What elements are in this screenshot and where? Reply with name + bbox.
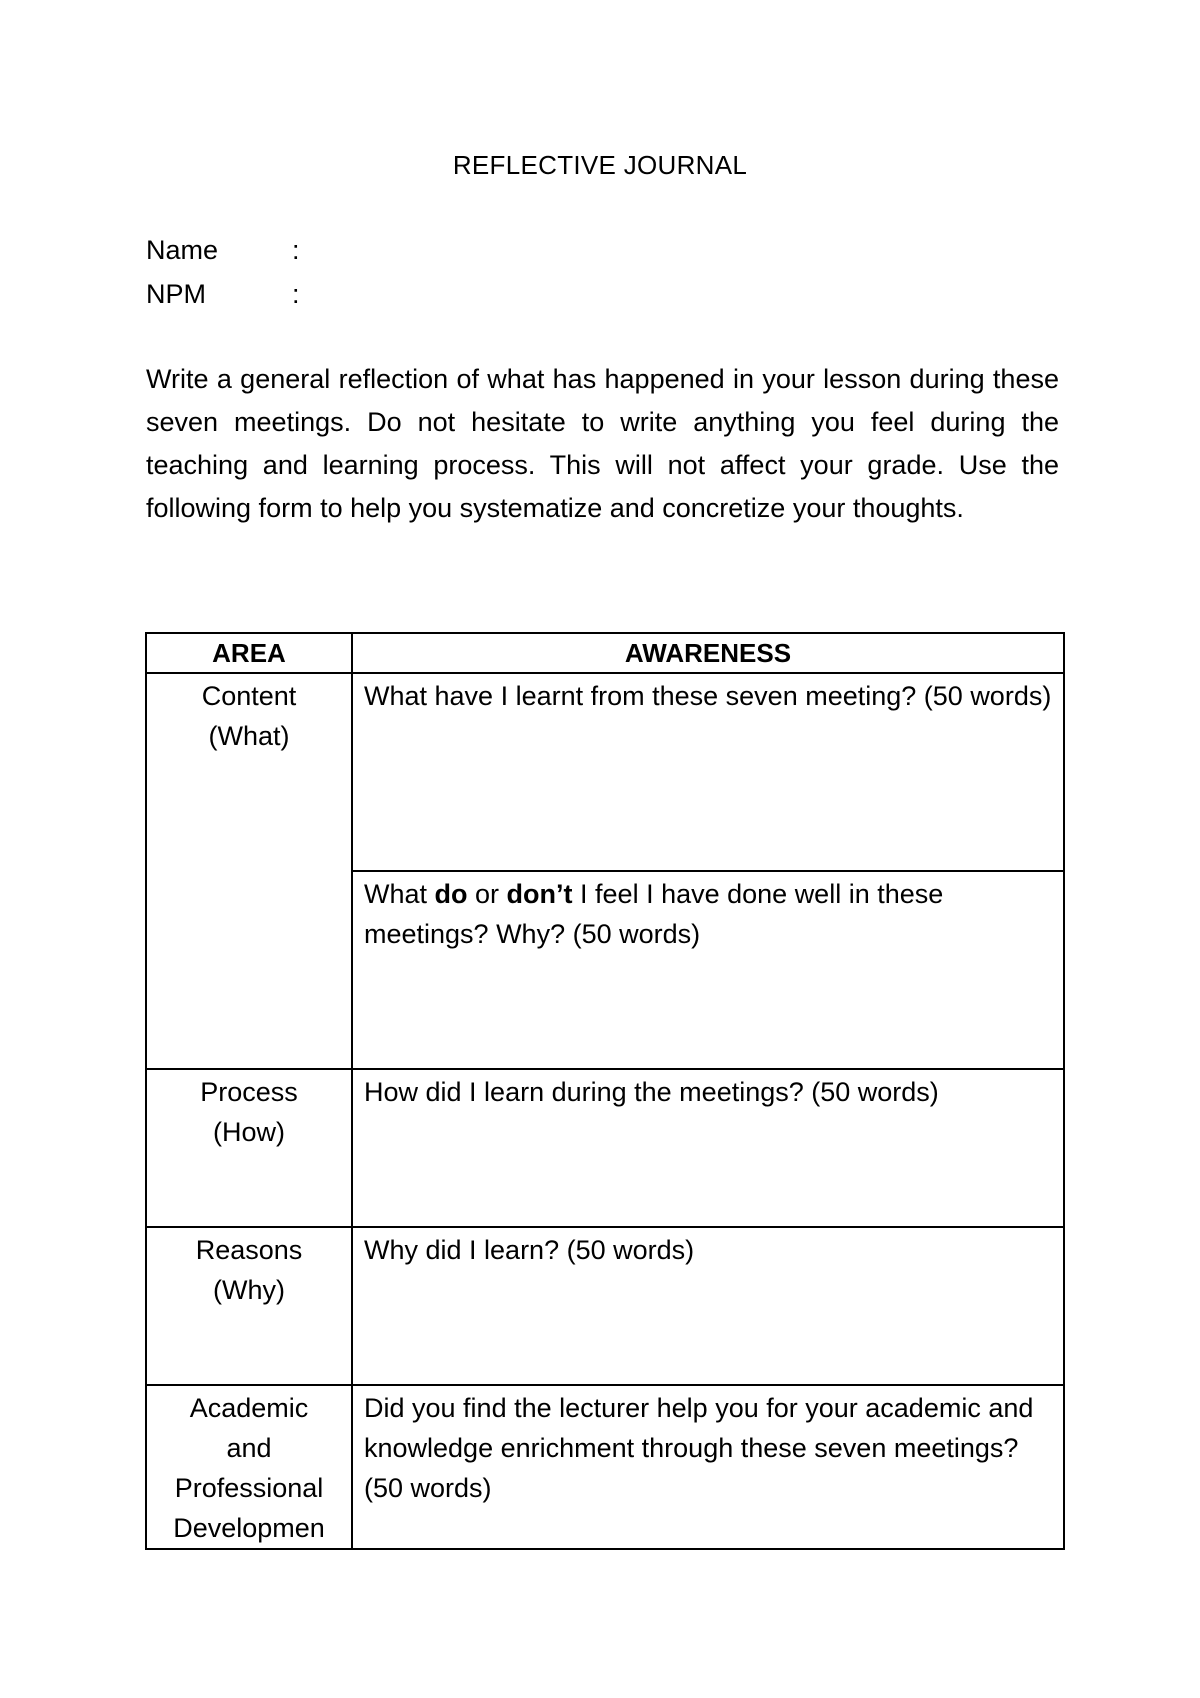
area-cell-reasons <box>146 1227 352 1385</box>
question-text: Why did I learn? (50 words) <box>364 1235 695 1265</box>
table-row-content-what <box>146 673 1064 871</box>
area-label-line: (Why) <box>213 1275 285 1305</box>
question-text-part: I feel I have done well in these meetings? Why? (50 words) <box>364 879 944 949</box>
table-header-row <box>146 633 1064 673</box>
document-title: REFLECTIVE JOURNAL <box>452 150 748 180</box>
name-label: Name <box>146 235 219 265</box>
area-label-line: Process <box>200 1077 298 1107</box>
name-colon: : <box>292 235 300 265</box>
question-text-bold-do: do <box>434 879 468 909</box>
question-text: How did I learn during the meetings? (50 words) <box>364 1077 939 1107</box>
area-label-line: Academic <box>189 1393 309 1423</box>
reflection-table <box>145 632 1065 1550</box>
intro-paragraph: Write a general reflection of what has happened in your lesson during these seven meetings. Do not hesitate to write anything you feel during the teaching and learning process. This will not affect your grade. Use the following form to help you systematize and concretize your thoughts. <box>146 364 1059 523</box>
question-cell-how-learn[interactable] <box>352 1069 1064 1227</box>
question-text-bold-dont: don’t <box>506 879 573 909</box>
area-label-line: Reasons <box>195 1235 303 1265</box>
npm-colon: : <box>292 279 300 309</box>
question-text: Did you find the lecturer help you for your academic and knowledge enrichment through these seven meetings? (50 words) <box>364 1393 1034 1503</box>
awareness-header: AWARENESS <box>352 633 1064 673</box>
area-header: AREA <box>146 633 352 673</box>
area-label-line: (What) <box>208 721 290 751</box>
question-text: What have I learnt from these seven meeting? (50 words) <box>364 681 1052 711</box>
question-cell-done-well[interactable] <box>352 871 1064 1069</box>
question-cell-why-learn[interactable] <box>352 1227 1064 1385</box>
area-label-line: Developmen <box>173 1513 325 1543</box>
area-cell-content <box>146 673 352 1069</box>
question-text-part: or <box>467 879 507 909</box>
name-field <box>146 232 300 268</box>
question-cell-lecturer-help[interactable] <box>352 1385 1064 1549</box>
area-label-line: and <box>226 1433 272 1463</box>
area-cell-academic <box>146 1385 352 1549</box>
npm-label: NPM <box>146 279 206 309</box>
question-cell-learnt[interactable] <box>352 673 1064 871</box>
table-row-reasons-why <box>146 1227 1064 1385</box>
npm-field <box>146 276 300 312</box>
table-row-process-how <box>146 1069 1064 1227</box>
area-label-line: Professional <box>174 1473 324 1503</box>
table-row-academic-development <box>146 1385 1064 1549</box>
question-text-part: What <box>364 879 435 909</box>
area-cell-process <box>146 1069 352 1227</box>
area-label-line: (How) <box>213 1117 285 1147</box>
area-label-line: Content <box>201 681 297 711</box>
